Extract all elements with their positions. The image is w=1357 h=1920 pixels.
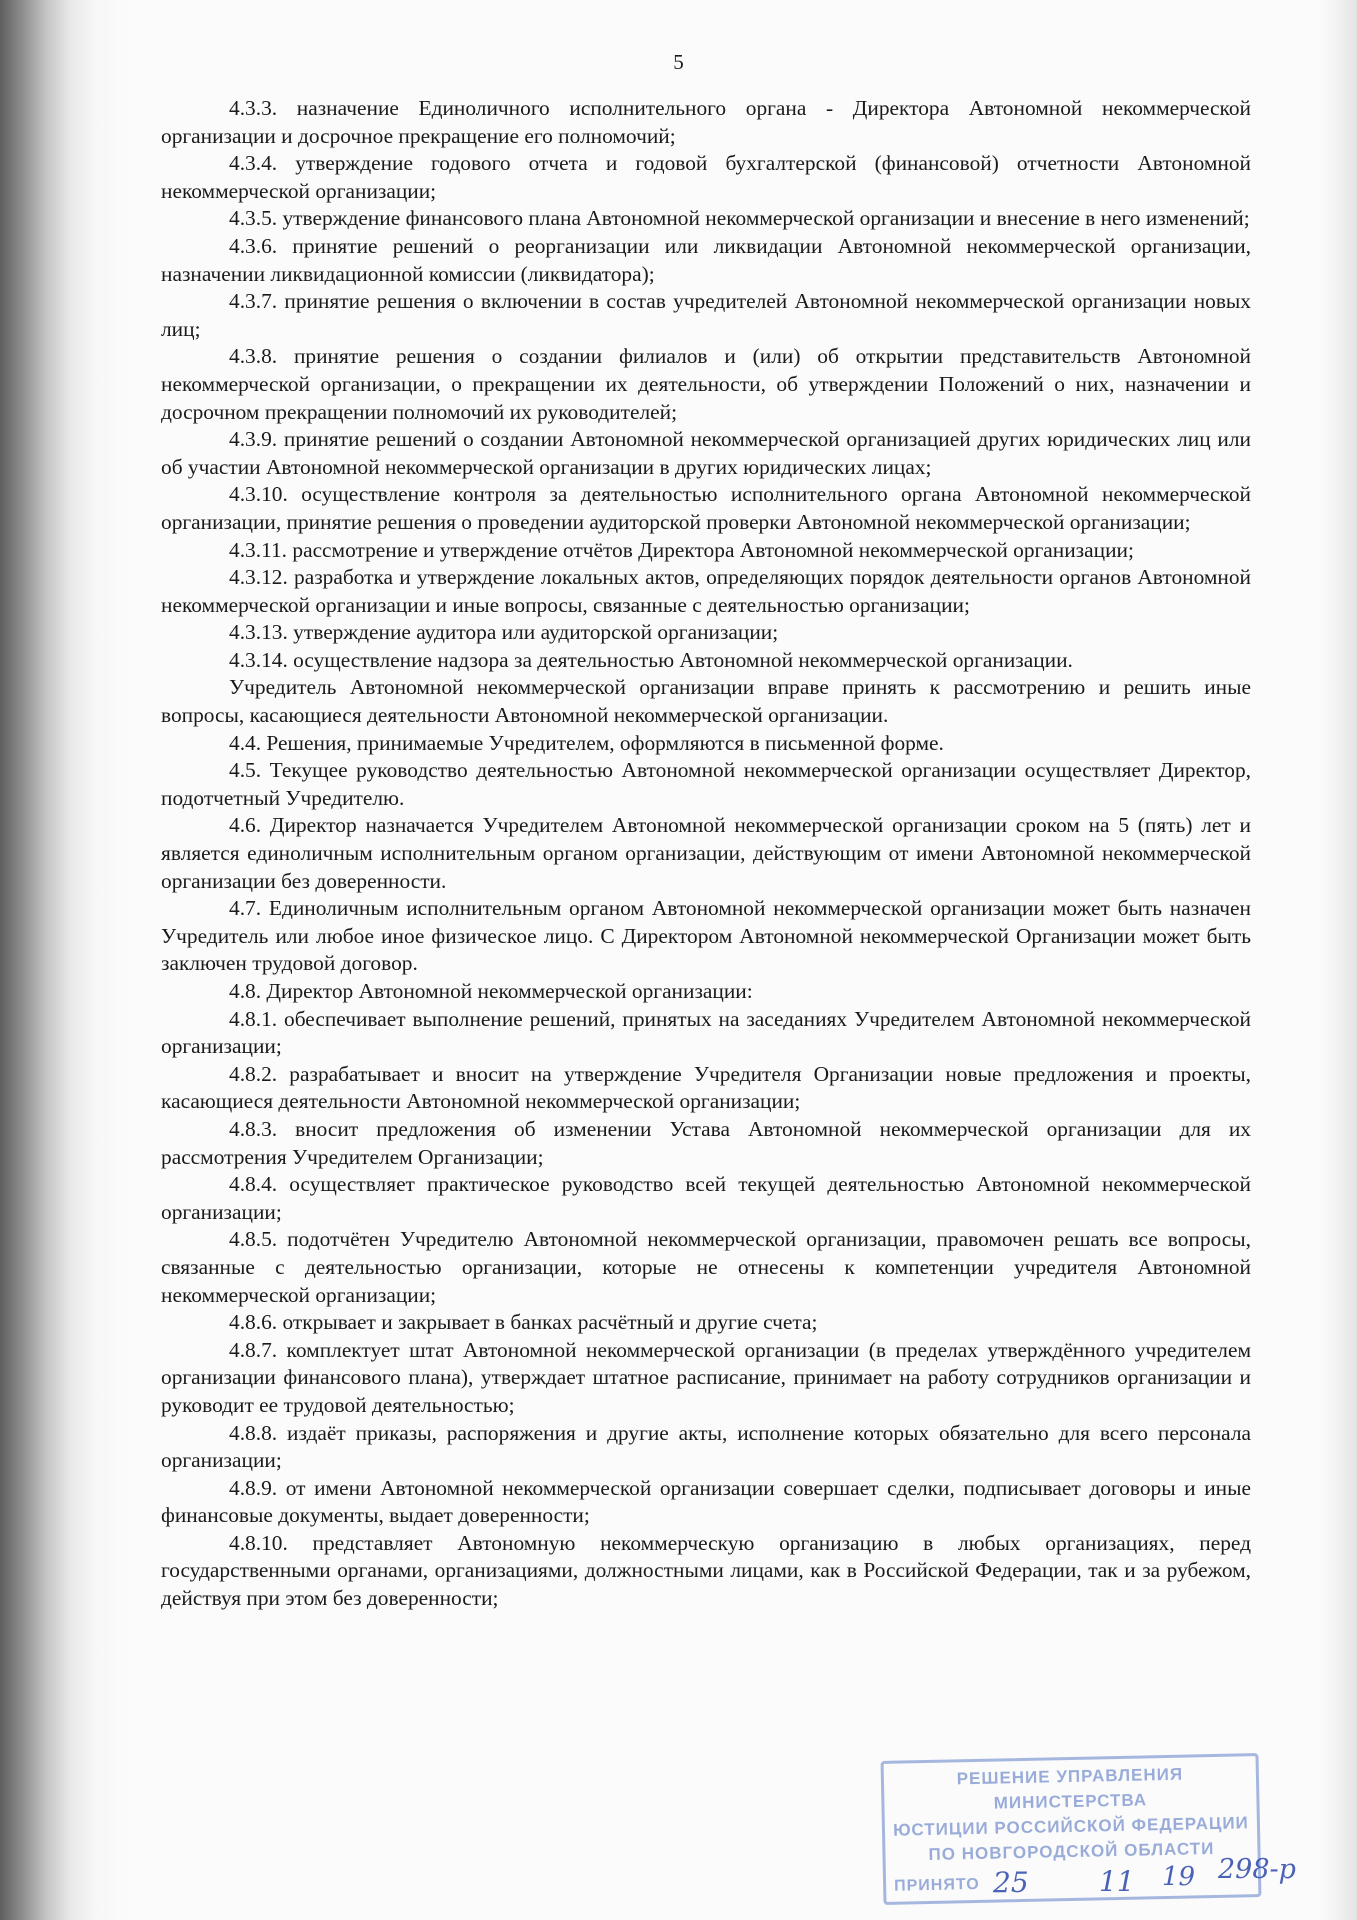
paragraph-4-3-8: 4.3.8. принятие решения о создании филиалов и (или) об открытии представительств Автономной некоммерческой организации, о прекращении их деятельности, об утверждении Положений о них, назначении и досрочном прекращении полномочий их руководителей; <box>161 344 1251 424</box>
paragraph-4-3-9: 4.3.9. принятие решений о создании Автономной некоммерческой организацией других юридических лиц или об участии Автономной некоммерческой организации в других юридических лицах; <box>161 427 1251 479</box>
paragraph-4-8-6: 4.8.6. открывает и закрывает в банках расчётный и другие счета; <box>229 1310 818 1335</box>
stamp-line-2: ЮСТИЦИИ РОССИЙСКОЙ ФЕДЕРАЦИИ <box>892 1813 1249 1840</box>
stamp-handwritten-year: 19 <box>1162 1862 1196 1892</box>
paragraph-4-8-9: 4.8.9. от имени Автономной некоммерческой организации совершает сделки, подписывает договоры и иные финансовые документы, выдает доверенности; <box>161 1475 1251 1528</box>
paragraph-4-3-6: 4.3.6. принятие решений о реорганизации или ликвидации Автономной некоммерческой организации, назначении ликвидационной комиссии (ликвидатора); <box>161 233 1251 286</box>
paragraph-4-6: 4.6. Директор назначается Учредителем Автономной некоммерческой организации сроком на 5 (пять) лет и является единоличным исполнительным органом организации, действующим от имени Автономной некоммерческой организации без доверенности. <box>161 813 1251 893</box>
paragraph-4-8-3: 4.8.3. вносит предложения об изменении Устава Автономной некоммерческой организации для их рассмотрения Учредителем Организации; <box>161 1116 1251 1169</box>
paragraph-4-8-2: 4.8.2. разрабатывает и вносит на утверждение Учредителя Организации новые предложения и проекты, касающиеся деятельности Автономной некоммерческой организации; <box>161 1061 1251 1114</box>
stamp-handwritten-month: 11 <box>1099 1865 1135 1898</box>
page-number: 5 <box>673 50 684 74</box>
paragraph-4-4: 4.4. Решения, принимаемые Учредителем, оформляются в письменной форме. <box>229 730 944 755</box>
paragraph-4-3-11: 4.3.11. рассмотрение и утверждение отчётов Директора Автономной некоммерческой организации; <box>229 537 1134 562</box>
paragraph-4-8: 4.8. Директор Автономной некоммерческой организации: <box>229 979 753 1003</box>
paragraph-4-3-7: 4.3.7. принятие решения о включении в состав учредителей Автономной некоммерческой организации новых лиц; <box>161 289 1251 341</box>
stamp-date-label: ПРИНЯТО <box>893 1875 980 1895</box>
stamp-handwritten-number: 298-р <box>1218 1854 1296 1885</box>
paragraph-4-8-8: 4.8.8. издаёт приказы, распоряжения и другие акты, исполнение которых обязательно для всего персонала организации; <box>161 1420 1251 1473</box>
paragraph-4-3-12: 4.3.12. разработка и утверждение локальных актов, определяющих порядок деятельности органов Автономной некоммерческой организации и иные вопросы, связанные с деятельностью организации; <box>161 565 1251 617</box>
stamp-handwritten-day: 25 <box>993 1866 1029 1899</box>
paragraph-4-3-13: 4.3.13. утверждение аудитора или аудиторской организации; <box>229 620 779 645</box>
paragraph-4-3-4: 4.3.4. утверждение годового отчета и годовой бухгалтерской (финансовой) отчетности Автономной некоммерческой организации; <box>161 151 1251 203</box>
paragraph-4-3-10: 4.3.10. осуществление контроля за деятельностью исполнительного органа Автономной некоммерческой организации, принятие решения о проведении аудиторской проверки Автономной некоммерческой организации; <box>161 482 1251 534</box>
paragraph-4-3-5: 4.3.5. утверждение финансового плана Автономной некоммерческой организации и внесение в него изменений; <box>229 206 1250 231</box>
document-body <box>161 95 1251 1613</box>
paragraph-4-7: 4.7. Единоличным исполнительным органом Автономной некоммерческой организации может быть назначен Учредитель или любое иное физическое лицо. С Директором Автономной некоммерческой Организации может быть заключен трудовой договор. <box>161 896 1251 976</box>
paragraph-4-8-10: 4.8.10. представляет Автономную некоммерческую организацию в любых организациях, перед государственными органами, организациями, должностными лицами, как в Российской Федерации, так и за рубежом, действуя при этом без доверенности; <box>161 1530 1251 1611</box>
paragraph-4-8-5: 4.8.5. подотчётен Учредителю Автономной некоммерческой организации, правомочен решать все вопросы, связанные с деятельностью организации, которые не отнесены к компетенции учредителя Автономной некоммерческой организации; <box>161 1227 1251 1307</box>
paragraph-4-5: 4.5. Текущее руководство деятельностью Автономной некоммерческой организации осуществляет Директор, подотчетный Учредителю. <box>161 758 1251 810</box>
registration-stamp <box>881 1753 1262 1905</box>
stamp-line-1: РЕШЕНИЕ УПРАВЛЕНИЯ МИНИСТЕРСТВА <box>956 1764 1184 1813</box>
paragraph-4-8-7: 4.8.7. комплектует штат Автономной некоммерческой организации (в пределах утверждённого учредителем организации финансового плана), утверждает штатное расписание, принимает на работу сотрудников организации и руководит ее трудовой деятельностью; <box>161 1337 1251 1417</box>
paragraph-4-3-14: 4.3.14. осуществление надзора за деятельностью Автономной некоммерческой организации. <box>229 647 1073 672</box>
paragraph-founder-rights: Учредитель Автономной некоммерческой организации вправе принять к рассмотрению и решить иные вопросы, касающиеся деятельности Автономной некоммерческой организации. <box>161 675 1251 728</box>
stamp-line-3: ПО НОВГОРОДСКОЙ ОБЛАСТИ <box>928 1839 1215 1864</box>
paragraph-4-3-3: 4.3.3. назначение Единоличного исполнительного органа - Директора Автономной некоммерческой организации и досрочное прекращение его полномочий; <box>161 96 1251 148</box>
paragraph-4-8-4: 4.8.4. осуществляет практическое руководство всей текущей деятельностью Автономной некоммерческой организации; <box>161 1172 1251 1224</box>
paragraph-4-8-1: 4.8.1. обеспечивает выполнение решений, принятых на заседаниях Учредителем Автономной некоммерческой организации; <box>161 1006 1251 1059</box>
